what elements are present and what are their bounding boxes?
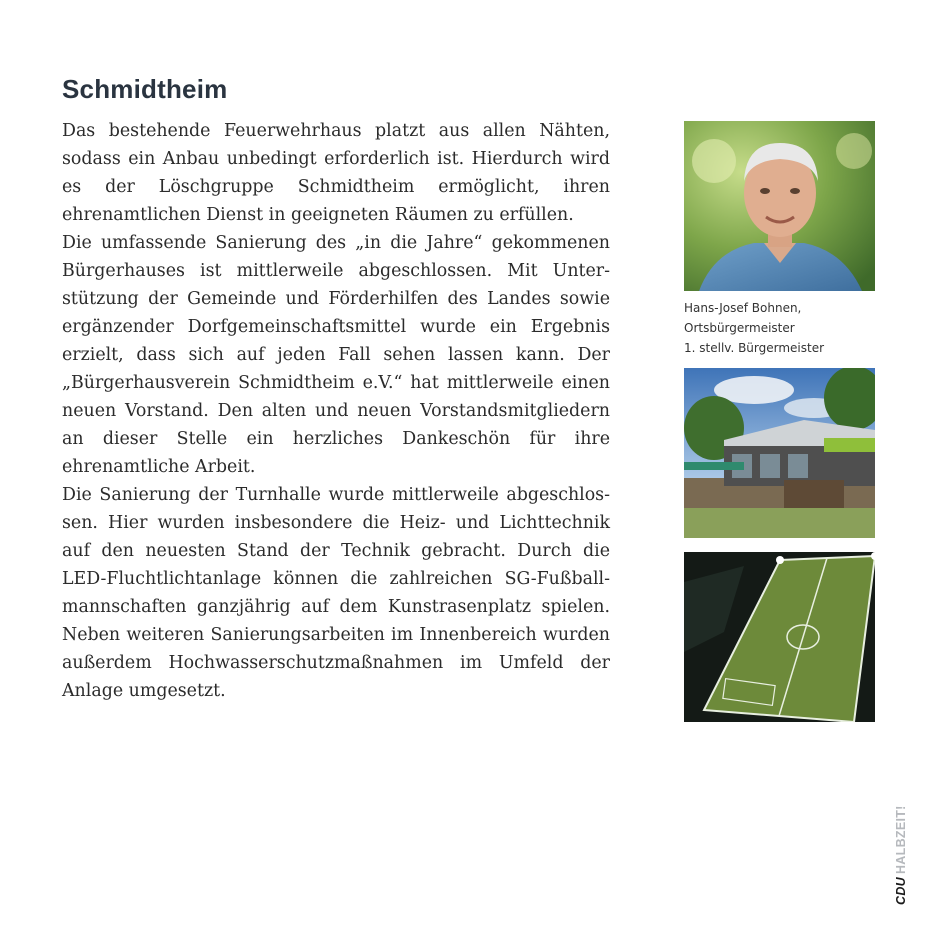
brand-logo [894,805,908,905]
building-photo [684,368,875,538]
article-body [62,117,610,705]
paragraph-fire-station: Das bestehende Feuerwehrhaus platzt aus allen Nähten, sodass ein Anbau unbedingt erforderlich ist. Hierdurch wird es der Löschgruppe Schmidtheim ermöglicht, ihren ehrenamtlichen Dienst in geeigneten Räumen zu erfüllen. [62,121,610,225]
portrait-photo [684,121,875,291]
portrait-caption [684,298,884,358]
caption-name: Hans-Josef Bohnen, [684,301,802,315]
caption-role-secondary: 1. stellv. Bürgermeister [684,341,825,355]
caption-role: Ortsbürgermeister [684,321,795,335]
paragraph-community-hall: Die umfassende Sanierung des „in die Jahre“ gekommenen Bürgerhauses ist mittlerweile abgeschlossen. Mit Unterstützung der Gemeinde und Förderhilfen des Landes sowie ergänzender Dorfgemeinschaftsmittel wurde ein Ergebnis erzielt, dass sich auf jeden Fall sehen lassen kann. Der „Bürgerhausverein Schmidtheim e.V.“ hat mittlerweile einen neuen Vorstand. Den alten und neuen Vorstandsmitgliedern an dieser Stelle ein herzliches Dankeschön für ihre ehrenamtliche Arbeit. [62,233,610,477]
football-field-photo [684,552,875,722]
brand-halbzeit: HALBZEIT! [894,805,908,875]
page-title: Schmidtheim [62,74,228,104]
brand-cdu: CDU [894,877,908,905]
paragraph-gym: Die Sanierung der Turnhalle wurde mittlerweile abgeschlossen. Hier wurden insbesondere die Heiz- und Lichttechnik auf den neuesten Stand der Technik gebracht. Durch die LED-Fluchtlichtanlage können die zahlreichen SG-Fußballmannschaften ganzjährig auf dem Kunstrasenplatz spielen. Neben weiteren Sanierungsarbeiten im Innenbereich wurden außerdem Hochwasserschutzmaßnahmen im Umfeld der Anlage umgesetzt. [62,485,610,701]
